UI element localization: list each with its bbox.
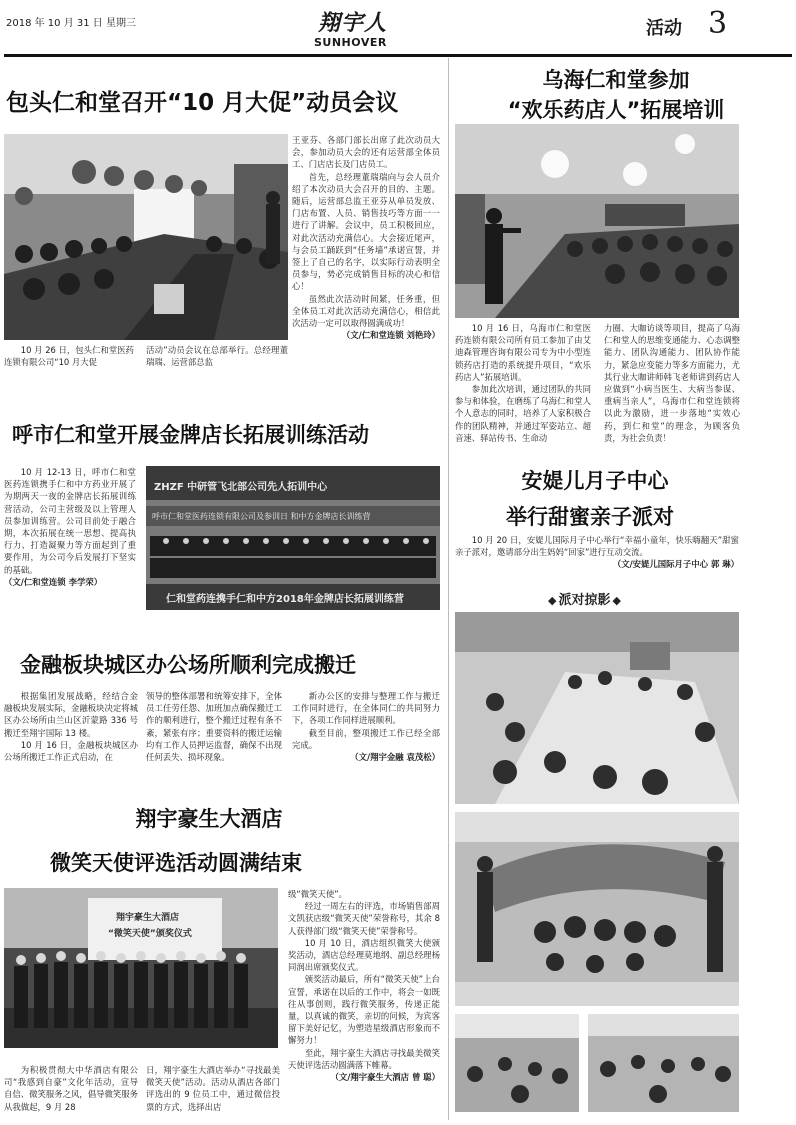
baotou-para: 王亚芬、各部门部长出席了此次动员大会，参加动员大会的还有运营部全体员工、门店店长及门店员工。: [292, 135, 440, 170]
article-title-finance: 金融板块城区办公场所顺利完成搬迁: [20, 653, 356, 677]
photo-anti-party-1: [455, 612, 739, 804]
anti-para: 10 月 20 日，安媞儿国际月子中心举行“幸福小童年，快乐嗨翻天”甜蜜亲子派对，邀请部分出生妈妈“回家”进行互动交流。: [455, 535, 739, 558]
issue-date: 2018 年 10 月 31 日 星期三: [6, 18, 136, 29]
article-title-hotel: [50, 803, 302, 877]
baotou-col3: [292, 134, 440, 341]
photo-anti-party-3: [455, 1014, 579, 1112]
hotel-para: 日，翔宇豪生大酒店举办“寻找最美微笑天使”活动。活动从酒店各部门评选出的 9 位员工中，通过微信投票的方式，选择出店: [146, 1065, 280, 1112]
wuhai-para: 参加此次培训，通过团队的共同参与和体验，在磨练了乌海仁和堂人个人意志的同时，培养了人家积极合作的团队精神，并通过军姿站立、超音速、驿站传书、生命动: [455, 384, 591, 443]
finance-signature: （文/翔宇金融 袁茂松）: [350, 752, 440, 763]
article-title-anti: [506, 465, 674, 531]
finance-col3: [292, 690, 440, 763]
finance-para: 截至目前，整项搬迁工作已经全部完成。: [292, 727, 440, 750]
gallery-heading: ◆ 派对掠影 ◆: [548, 589, 621, 608]
article-title-huhhot: 呼市仁和堂开展金牌店长拓展训练活动: [12, 423, 369, 447]
photo-huhhot-group: [146, 466, 440, 610]
hotel-para: 经过一周左右的评选，市场销售部周文凯获店级“微笑天使”荣誉称号，其余 8 人获得部门级“微笑天使”荣誉称号。: [288, 901, 440, 936]
huhhot-para: 10 月 12-13 日，呼市仁和堂医药连锁携手仁和中方药业开展了为期两天一夜的金牌店长拓展训练营活动，公司主营级及以上管理人员参加训练营。公司目前处于融合期，本次拓展在统一思想、提高执行力、打造凝聚力等方面起到了重要作用，为公司今后发展打下坚实的基础。: [4, 467, 136, 575]
article-title-baotou: 包头仁和堂召开“10 月大促”动员会议: [6, 90, 399, 116]
anti-title-line2: 举行甜蜜亲子派对: [506, 505, 674, 529]
masthead-logo-english: SUNHOVER: [314, 36, 387, 49]
photo-hotel-ceremony: [4, 888, 278, 1048]
wuhai-title-line2: “欢乐药店人”拓展培训: [507, 98, 725, 122]
finance-para: 10 月 16 日，金融板块城区办公场所搬迁工作正式启动，在: [4, 739, 138, 763]
finance-col2: [146, 690, 282, 763]
hotel-col1: [4, 1064, 138, 1113]
hotel-para: 为积极贯彻大中华酒店有限公司“我感到自豪”文化年活动，宣导自信、微笑服务之风，倡导微笑服务从我做起，9 月 28: [4, 1065, 138, 1112]
wuhai-col2: [604, 322, 740, 444]
photo-anti-party-4: [588, 1014, 739, 1112]
photo-wuhai-training: [455, 124, 739, 318]
masthead-logo: 翔宇人: [318, 10, 388, 36]
huhhot-signature: （文/仁和堂连锁 李学荣）: [4, 576, 103, 587]
anti-text: [455, 534, 739, 571]
finance-para: 根据集团发展战略，经结合金融板块发展实际，金融板块决定将城区办公场所由兰山区沂蒙路 336 号搬迁至翔宇国际 13 楼。: [4, 691, 138, 738]
photo-baotou-meeting: [4, 134, 288, 340]
hotel-col2: [146, 1064, 280, 1113]
finance-col1: [4, 690, 138, 763]
page-number: 3: [708, 6, 728, 41]
huhhot-text: [4, 466, 136, 588]
wuhai-para: 10 月 16 日，乌海市仁和堂医药连锁有限公司所有员工参加了由艾迪森管理咨询有限公司专为中小型连锁药店打造的系统提升项目，“欢乐药店人”拓展培训。: [455, 323, 591, 382]
section-name: 活动: [646, 18, 682, 39]
hotel-para: 颁奖活动最后，所有“微笑天使”上台宣誓，承诺在以后的工作中，将会一如既往从事创则，践行微笑服务，传递正能量，以真诚的微笑，亲切的问候，为宾客留下美好记忆，为塑造星级酒店形象而不懈努力！: [288, 974, 440, 1046]
wuhai-title-line1: 乌海仁和堂参加: [542, 68, 690, 92]
huhhot-banner-mid: 呼市仁和堂医药连锁有限公司及参训日 和中方金牌店长训练营: [152, 512, 371, 521]
column-divider: [448, 58, 449, 1120]
huhhot-banner-top: ZHZF 中研管飞北部公司先人拓训中心: [154, 482, 328, 493]
wuhai-col1: [455, 322, 591, 444]
finance-para: 领导的整体部署和统筹安排下，全体员工任劳任怨、加班加点确保搬迁工作的顺利进行，整个搬迁过程有条不紊，紧张有序；重要资料的搬迁运输均有工作人员押运监督，确保不出现任何丢失、损坏现象。: [146, 691, 282, 763]
hotel-para: 级“微笑天使”。: [288, 889, 347, 899]
hotel-title-line1: 翔宇豪生大酒店: [135, 807, 283, 831]
baotou-col1: [4, 344, 134, 368]
hotel-col3: [288, 888, 440, 1083]
baotou-col2: [146, 344, 288, 368]
hotel-board-line2: “微笑天使”颁奖仪式: [108, 929, 192, 939]
baotou-para: 首先，总经理董瑞瑞向与会人员介绍了本次动员大会召开的目的、主题。随后，运营部总监王亚芬从单员发放、门店布置、人员、销售技巧等方面一一进行了讲解。会议中，员工积极回应，对此次活动充满信心。大会接近尾声，与会员工踊跃到“任务墙”承诺宣誓，并签上了自己的名字，以实际行动表明全员参与，势必完成销售目标的决心和信心！: [292, 171, 440, 292]
wuhai-para: 力圈、大咖访谈等项目，提高了乌海仁和堂人的思维变通能力、心态调整能力、团队沟通能力、团队协作能力，紧急应变能力等多方面能力，尤其行业大咖讲师韩飞老师讲到药店人应做到“小病当医生、大病当参谋、重病当亲人”，乌海市仁和堂连锁将以此为激励，进一步落地“实效心药，到仁和堂”的理念，为顾客负责，为社会负责！: [604, 323, 740, 443]
baotou-para: 虽然此次活动时间紧，任务重，但全体员工对此次活动充满信心，相信此次活动一定可以取得圆满成功！: [292, 293, 440, 329]
finance-para: 新办公区的安排与整理工作与搬迁工作同时进行，在全体同仁的共同努力下，各项工作同样进展顺利。: [292, 691, 440, 726]
anti-signature: （文/安媞儿国际月子中心 郭 琳）: [612, 559, 739, 570]
baotou-signature: （文/仁和堂连锁 刘艳玲）: [341, 330, 440, 341]
hotel-para: 10 月 10 日，酒店组织微笑大使颁奖活动，酒店总经理莫地纲、副总经理杨同润出席颁奖仪式。: [288, 937, 440, 973]
baotou-para: 活动”动员会议在总部举行。总经理董瑞瑞、运营部总监: [146, 345, 288, 368]
hotel-board-line1: 翔宇豪生大酒店: [116, 913, 180, 923]
anti-title-line1: 安媞儿月子中心: [521, 469, 669, 493]
article-title-wuhai: [507, 64, 725, 124]
baotou-para: 10 月 26 日，包头仁和堂医药连锁有限公司“10 月大促: [4, 345, 134, 368]
hotel-signature: （文/翔宇豪生大酒店 曾 聪）: [330, 1072, 440, 1083]
hotel-title-line2: 微笑天使评选活动圆满结束: [50, 851, 302, 875]
hotel-para: 至此，翔宇豪生大酒店寻找最美微笑天使评选活动圆满落下帷幕。: [288, 1047, 440, 1070]
header-rule: [4, 54, 792, 57]
huhhot-banner-bottom: 仁和堂药连携手仁和中方2018年金牌店长拓展训练营: [166, 594, 404, 605]
photo-anti-party-2: [455, 812, 739, 1006]
